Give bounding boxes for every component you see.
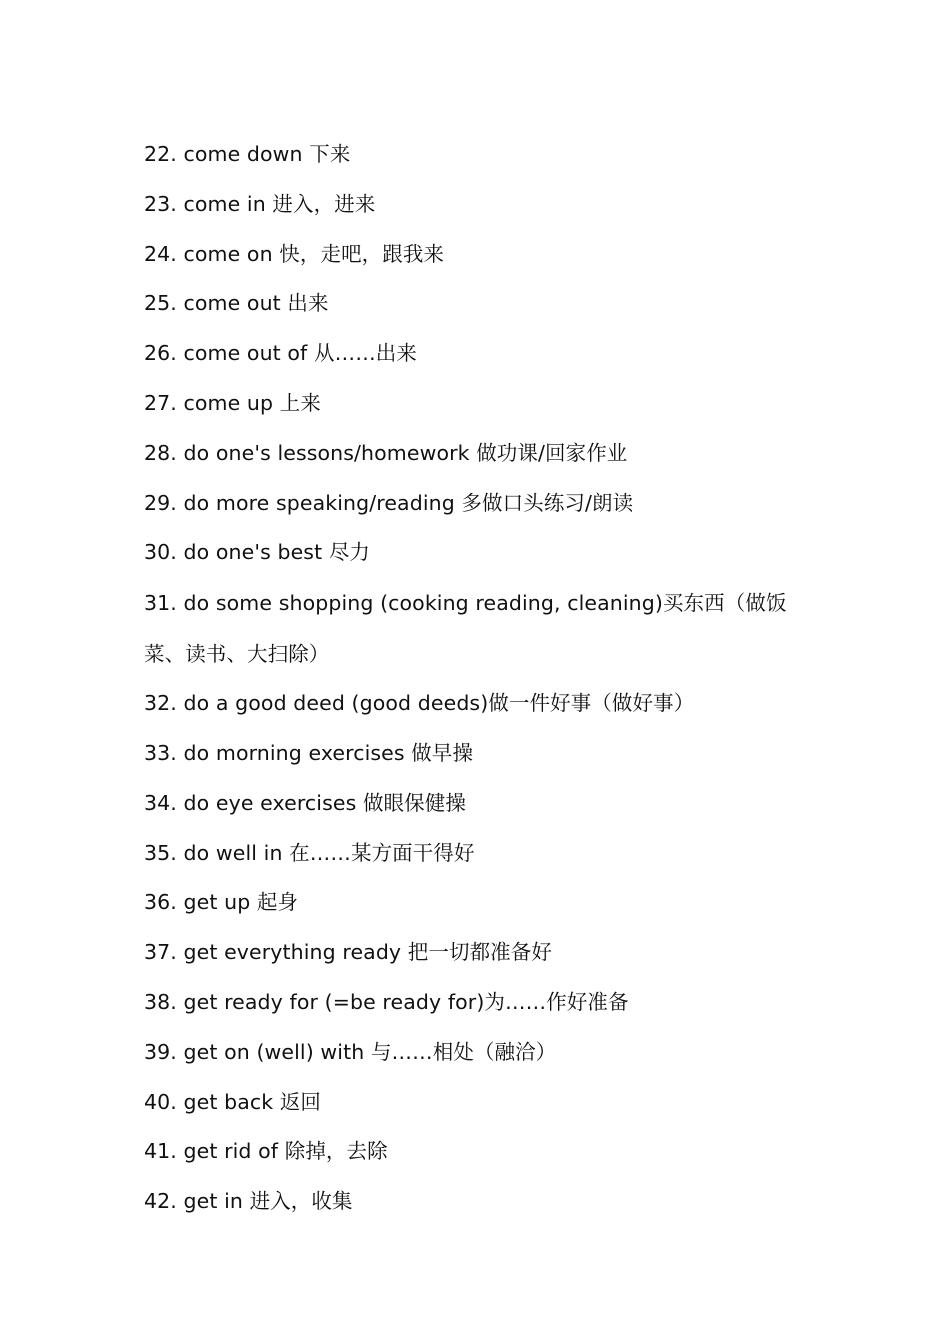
list-item: 26. come out of 从……出来 — [144, 341, 417, 366]
list-item: 31. do some shopping (cooking reading, cleaning)买东西（做饭菜、读书、大扫除） — [144, 591, 787, 666]
list-item: 34. do eye exercises 做眼保健操 — [144, 790, 466, 815]
list-item: 25. come out 出来 — [144, 291, 329, 316]
list-item: 32. do a good deed (good deeds)做一件好事（做好事） — [144, 691, 695, 716]
list-item: 24. come on 快，走吧，跟我来 — [144, 241, 445, 266]
list-item: 37. get everything ready 把一切都准备好 — [144, 940, 552, 965]
list-item: 27. come up 上来 — [144, 390, 321, 415]
phrase-list — [144, 130, 824, 1227]
list-item: 35. do well in 在……某方面干得好 — [144, 840, 475, 865]
list-item: 33. do morning exercises 做早操 — [144, 740, 474, 765]
list-item: 36. get up 起身 — [144, 890, 299, 915]
list-item: 41. get rid of 除掉，去除 — [144, 1139, 388, 1164]
list-item: 30. do one's best 尽力 — [144, 540, 371, 565]
list-item: 22. come down 下来 — [144, 142, 351, 166]
list-item: 38. get ready for (=be ready for)为……作好准备 — [144, 989, 629, 1014]
list-item: 23. come in 进入，进来 — [144, 191, 376, 216]
list-item: 39. get on (well) with 与……相处（融洽） — [144, 1039, 557, 1064]
list-item: 29. do more speaking/reading 多做口头练习/朗读 — [144, 490, 634, 515]
list-item: 42. get in 进入，收集 — [144, 1189, 353, 1214]
list-item: 28. do one's lessons/homework 做功课/回家作业 — [144, 440, 628, 465]
list-item: 40. get back 返回 — [144, 1089, 322, 1114]
